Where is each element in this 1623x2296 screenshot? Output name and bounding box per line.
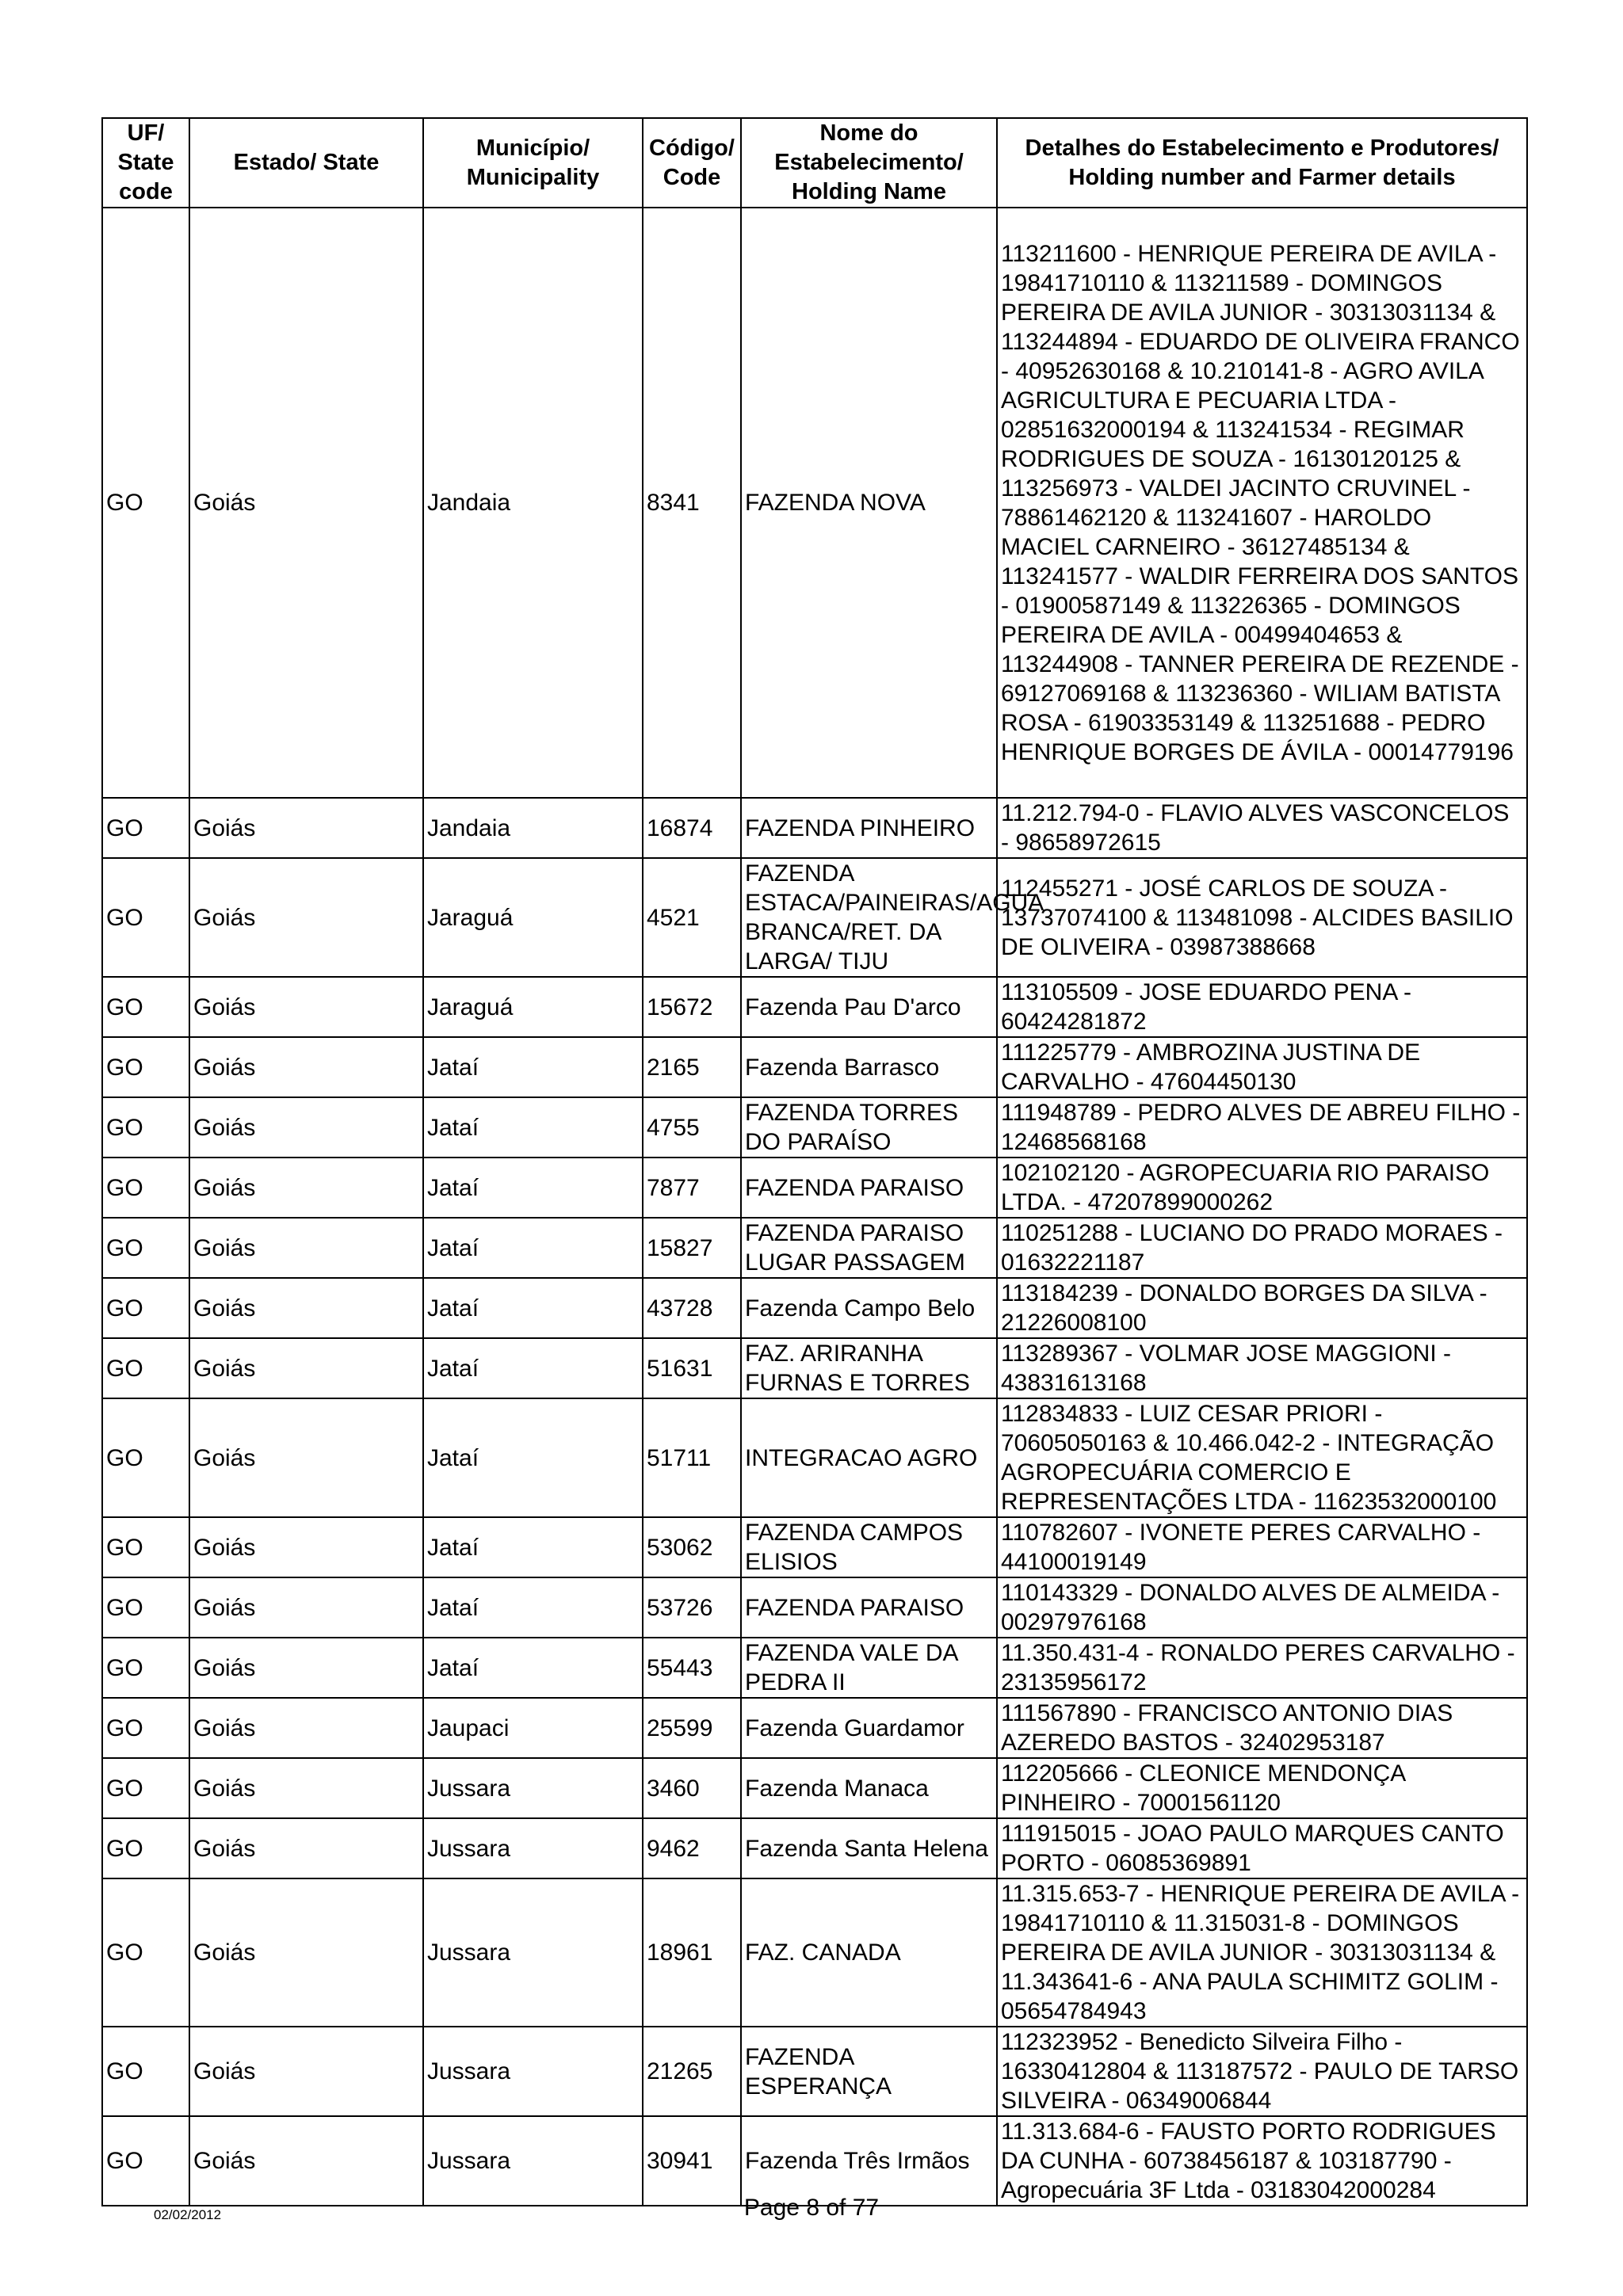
cell-details: 113105509 - JOSE EDUARDO PENA - 60424281872 [997,977,1527,1037]
cell-details: 11.350.431-4 - RONALDO PERES CARVALHO - 23135956172 [997,1638,1527,1698]
table-row [102,1158,1527,1218]
cell-state: Goiás [189,1037,423,1097]
cell-code: 25599 [643,1698,741,1758]
cell-state: Goiás [189,1878,423,2027]
cell-code: 43728 [643,1278,741,1338]
cell-details: 113184239 - DONALDO BORGES DA SILVA - 21226008100 [997,1278,1527,1338]
cell-code: 18961 [643,1878,741,2027]
cell-municipality: Jataí [423,1338,643,1398]
cell-holding-name: Fazenda Santa Helena [741,1818,997,1878]
cell-state: Goiás [189,1278,423,1338]
table-row [102,2027,1527,2116]
cell-holding-name: FAZENDA PARAISO LUGAR PASSAGEM [741,1218,997,1278]
cell-holding-name: FAZENDA TORRES DO PARAÍSO [741,1097,997,1158]
cell-holding-name: INTEGRACAO AGRO [741,1398,997,1517]
cell-state: Goiás [189,1698,423,1758]
table-row [102,1278,1527,1338]
header-holding-name: Nome do Estabelecimento/ Holding Name [741,118,997,208]
cell-state: Goiás [189,1577,423,1638]
table-row [102,208,1527,798]
cell-details: 111225779 - AMBROZINA JUSTINA DE CARVALHO - 47604450130 [997,1037,1527,1097]
cell-state: Goiás [189,208,423,798]
cell-details: 11.313.684-6 - FAUSTO PORTO RODRIGUES DA CUNHA - 60738456187 & 103187790 - Agropecuária 3F Ltda - 03183042000284 [997,2116,1527,2206]
cell-code: 53062 [643,1517,741,1577]
cell-holding-name: Fazenda Manaca [741,1758,997,1818]
cell-code: 16874 [643,798,741,858]
cell-uf: GO [102,1218,189,1278]
table-row [102,2116,1527,2206]
cell-code: 55443 [643,1638,741,1698]
cell-uf: GO [102,1278,189,1338]
cell-code: 3460 [643,1758,741,1818]
table-row [102,858,1527,977]
cell-holding-name: FAZENDA PINHEIRO [741,798,997,858]
cell-details: 112323952 - Benedicto Silveira Filho - 16330412804 & 113187572 - PAULO DE TARSO SILVEIRA - 06349006844 [997,2027,1527,2116]
cell-holding-name: FAZENDA PARAISO [741,1577,997,1638]
cell-uf: GO [102,1037,189,1097]
cell-holding-name: Fazenda Três Irmãos [741,2116,997,2206]
header-code: Código/ Code [643,118,741,208]
cell-municipality: Jataí [423,1398,643,1517]
cell-holding-name: Fazenda Pau D'arco [741,977,997,1037]
table-row [102,1218,1527,1278]
cell-municipality: Jussara [423,2116,643,2206]
cell-municipality: Jussara [423,1878,643,2027]
cell-municipality: Jataí [423,1577,643,1638]
cell-code: 4521 [643,858,741,977]
cell-code: 30941 [643,2116,741,2206]
cell-municipality: Jataí [423,1218,643,1278]
table-row [102,1398,1527,1517]
cell-code: 51711 [643,1398,741,1517]
table-row [102,798,1527,858]
cell-holding-name: FAZ. CANADA [741,1878,997,2027]
cell-holding-name: FAZENDA PARAISO [741,1158,997,1218]
cell-state: Goiás [189,1158,423,1218]
cell-uf: GO [102,1158,189,1218]
cell-state: Goiás [189,1398,423,1517]
cell-details: 113289367 - VOLMAR JOSE MAGGIONI - 43831613168 [997,1338,1527,1398]
footer-page-number: Page 8 of 77 [743,2195,880,2221]
holdings-table [101,117,1528,2206]
cell-details: 112834833 - LUIZ CESAR PRIORI - 70605050163 & 10.466.042-2 - INTEGRAÇÃO AGROPECUÁRIA COMERCIO E REPRESENTAÇÕES LTDA - 11623532000100 [997,1398,1527,1517]
cell-holding-name: FAZENDA CAMPOS ELISIOS [741,1517,997,1577]
cell-code: 9462 [643,1818,741,1878]
cell-details: 111948789 - PEDRO ALVES DE ABREU FILHO - 12468568168 [997,1097,1527,1158]
cell-code: 8341 [643,208,741,798]
table-row [102,1758,1527,1818]
cell-uf: GO [102,1577,189,1638]
table-row [102,1517,1527,1577]
cell-uf: GO [102,977,189,1037]
cell-holding-name: FAZENDA ESPERANÇA [741,2027,997,2116]
cell-municipality: Jandaia [423,208,643,798]
table-row [102,1818,1527,1878]
cell-state: Goiás [189,1218,423,1278]
cell-state: Goiás [189,2027,423,2116]
header-row [102,118,1527,208]
cell-municipality: Jataí [423,1037,643,1097]
table-row [102,1878,1527,2027]
cell-holding-name: Fazenda Campo Belo [741,1278,997,1338]
cell-details: 102102120 - AGROPECUARIA RIO PARAISO LTDA. - 47207899000262 [997,1158,1527,1218]
cell-holding-name: Fazenda Barrasco [741,1037,997,1097]
cell-holding-name: FAZENDA NOVA [741,208,997,798]
cell-uf: GO [102,858,189,977]
cell-state: Goiás [189,1818,423,1878]
cell-uf: GO [102,208,189,798]
cell-municipality: Jataí [423,1638,643,1698]
cell-state: Goiás [189,798,423,858]
cell-uf: GO [102,798,189,858]
cell-uf: GO [102,1517,189,1577]
cell-state: Goiás [189,1638,423,1698]
header-state: Estado/ State [189,118,423,208]
cell-state: Goiás [189,1097,423,1158]
cell-state: Goiás [189,977,423,1037]
cell-holding-name: FAZ. ARIRANHA FURNAS E TORRES [741,1338,997,1398]
table-row [102,1638,1527,1698]
cell-code: 4755 [643,1097,741,1158]
cell-uf: GO [102,1338,189,1398]
cell-code: 7877 [643,1158,741,1218]
cell-holding-name: FAZENDA ESTACA/PAINEIRAS/AGUA BRANCA/RET. DA LARGA/ TIJU [741,858,997,977]
header-uf: UF/ State code [102,118,189,208]
cell-state: Goiás [189,1758,423,1818]
cell-holding-name: FAZENDA VALE DA PEDRA II [741,1638,997,1698]
footer-date: 02/02/2012 [154,2207,222,2222]
cell-state: Goiás [189,1338,423,1398]
cell-municipality: Jataí [423,1278,643,1338]
cell-municipality: Jaraguá [423,977,643,1037]
cell-uf: GO [102,1698,189,1758]
cell-state: Goiás [189,2116,423,2206]
cell-code: 53726 [643,1577,741,1638]
cell-details: 110251288 - LUCIANO DO PRADO MORAES - 01632221187 [997,1218,1527,1278]
header-details: Detalhes do Estabelecimento e Produtores/ Holding number and Farmer details [997,118,1527,208]
cell-uf: GO [102,1097,189,1158]
cell-details: 112455271 - JOSÉ CARLOS DE SOUZA - 13737074100 & 113481098 - ALCIDES BASILIO DE OLIVEIRA - 03987388668 [997,858,1527,977]
cell-details: 113211600 - HENRIQUE PEREIRA DE AVILA - 19841710110 & 113211589 - DOMINGOS PEREIRA DE AVILA JUNIOR - 30313031134 & 113244894 - EDUARDO DE OLIVEIRA FRANCO - 40952630168 & 10.210141-8 - AGRO AVILA AGRICULTURA E PECUARIA LTDA - 02851632000194 & 113241534 - REGIMAR RODRIGUES DE SOUZA - 16130120125 & 113256973 - VALDEI JACINTO CRUVINEL - 78861462120 & 113241607 - HAROLDO MACIEL CARNEIRO - 36127485134 & 113241577 - WALDIR FERREIRA DOS SANTOS - 01900587149 & 113226365 - DOMINGOS PEREIRA DE AVILA - 00499404653 & 113244908 - TANNER PEREIRA DE REZENDE - 69127069168 & 113236360 - WILIAM BATISTA ROSA - 61903353149 & 113251688 - PEDRO HENRIQUE BORGES DE ÁVILA - 00014779196 [997,208,1527,798]
cell-uf: GO [102,1638,189,1698]
cell-municipality: Jaupaci [423,1698,643,1758]
cell-details: 112205666 - CLEONICE MENDONÇA PINHEIRO - 70001561120 [997,1758,1527,1818]
header-municipality: Município/ Municipality [423,118,643,208]
cell-details: 110143329 - DONALDO ALVES DE ALMEIDA - 00297976168 [997,1577,1527,1638]
cell-municipality: Jataí [423,1517,643,1577]
table-row [102,1037,1527,1097]
table-row [102,1577,1527,1638]
cell-municipality: Jataí [423,1097,643,1158]
cell-state: Goiás [189,1517,423,1577]
cell-state: Goiás [189,858,423,977]
cell-municipality: Jataí [423,1158,643,1218]
cell-details: 111567890 - FRANCISCO ANTONIO DIAS AZEREDO BASTOS - 32402953187 [997,1698,1527,1758]
cell-details: 11.315.653-7 - HENRIQUE PEREIRA DE AVILA - 19841710110 & 11.315031-8 - DOMINGOS PEREIRA DE AVILA JUNIOR - 30313031134 & 11.343641-6 - ANA PAULA SCHIMITZ GOLIM - 05654784943 [997,1878,1527,2027]
cell-details: 111915015 - JOAO PAULO MARQUES CANTO PORTO - 06085369891 [997,1818,1527,1878]
cell-municipality: Jussara [423,1758,643,1818]
table-row [102,977,1527,1037]
table-row [102,1097,1527,1158]
cell-municipality: Jaraguá [423,858,643,977]
cell-code: 15827 [643,1218,741,1278]
cell-uf: GO [102,1398,189,1517]
cell-uf: GO [102,1758,189,1818]
cell-code: 51631 [643,1338,741,1398]
cell-details: 11.212.794-0 - FLAVIO ALVES VASCONCELOS - 98658972615 [997,798,1527,858]
cell-uf: GO [102,1878,189,2027]
table-body [102,208,1527,2206]
table-row [102,1698,1527,1758]
cell-municipality: Jussara [423,1818,643,1878]
table-row [102,1338,1527,1398]
cell-municipality: Jussara [423,2027,643,2116]
cell-code: 2165 [643,1037,741,1097]
cell-uf: GO [102,2116,189,2206]
cell-uf: GO [102,1818,189,1878]
cell-holding-name: Fazenda Guardamor [741,1698,997,1758]
cell-details: 110782607 - IVONETE PERES CARVALHO - 44100019149 [997,1517,1527,1577]
cell-code: 21265 [643,2027,741,2116]
cell-code: 15672 [643,977,741,1037]
cell-municipality: Jandaia [423,798,643,858]
cell-uf: GO [102,2027,189,2116]
